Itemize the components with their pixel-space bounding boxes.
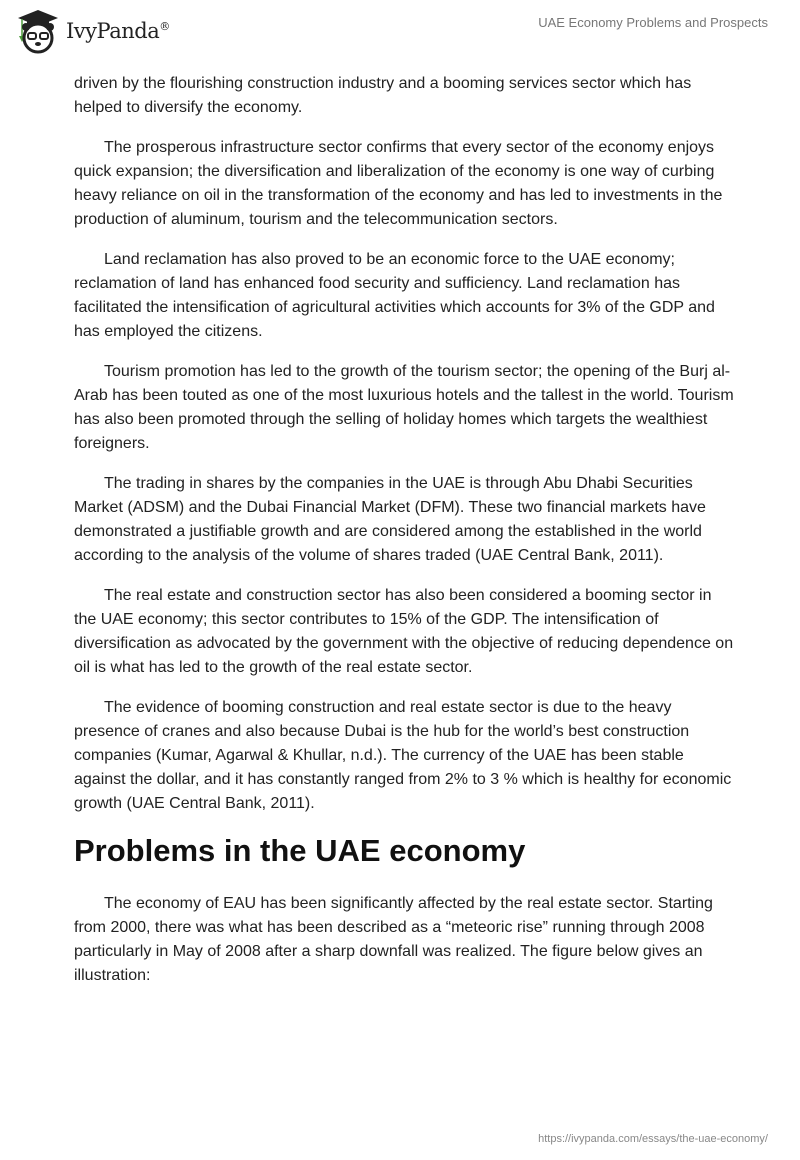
registered-mark: ® bbox=[159, 20, 170, 33]
panda-graduate-icon bbox=[16, 8, 60, 54]
paragraph: driven by the flourishing construction industry and a booming services sector which has helped to diversify the economy. bbox=[74, 75, 692, 116]
paragraph: The prosperous infrastructure sector confirms that every sector of the economy enjoys quick expansion; the diversification and liberalization of the economy is one way of curbing heavy reliance on oil in the transformation of the economy and has led to investments in the production of aluminum, tourism and the telecommunication sectors. bbox=[74, 139, 723, 228]
page-header bbox=[0, 0, 800, 60]
logo-text: IvyPanda bbox=[66, 19, 160, 43]
paragraph: Tourism promotion has led to the growth of the tourism sector; the opening of the Burj al-Arab has been touted as one of the most luxurious hotels and the tallest in the world. Tourism has also been promoted through the selling of holiday homes which targets the wealthiest foreigners. bbox=[74, 363, 734, 452]
paragraph: The evidence of booming construction and real estate sector is due to the heavy presence of cranes and also because Dubai is the hub for the world’s best construction companies (Kumar, Agarwal & Khullar, n.d.). The currency of the UAE has been stable against the dollar, and it has constantly ranged from 2% to 3 % which is healthy for economic growth (UAE Central Bank, 2011). bbox=[74, 699, 732, 812]
paragraph: The economy of EAU has been significantly affected by the real estate sector. Starting from 2000, there was what has been described as a “meteoric rise” running through 2008 particularly in May of 2008 after a sharp downfall was realized. The figure below gives an illustration: bbox=[74, 895, 713, 984]
document-title: UAE Economy Problems and Prospects bbox=[538, 15, 768, 30]
paragraph: The real estate and construction sector has also been considered a booming sector in the UAE economy; this sector contributes to 15% of the GDP. The intensification of diversification as advocated by the government with the objective of reducing dependence on oil is what has led to the growth of the real estate sector. bbox=[74, 587, 734, 676]
section-heading: Problems in the UAE economy bbox=[74, 833, 526, 868]
paragraph: The trading in shares by the companies in the UAE is through Abu Dhabi Securities Market (ADSM) and the Dubai Financial Market (DFM). These two financial markets have demonstrated a justifiable growth and are considered among the established in the world according to the analysis of the volume of shares traded (UAE Central Bank, 2011). bbox=[74, 475, 706, 564]
source-url[interactable]: https://ivypanda.com/essays/the-uae-economy/ bbox=[538, 1133, 768, 1145]
essay-body bbox=[74, 72, 734, 1004]
paragraph: Land reclamation has also proved to be an economic force to the UAE economy; reclamation of land has enhanced food security and sufficiency. Land reclamation has facilitated the intensification of agricultural activities which accounts for 3% of the GDP and has employed the citizens. bbox=[74, 251, 715, 340]
ivypanda-logo[interactable] bbox=[16, 8, 170, 54]
